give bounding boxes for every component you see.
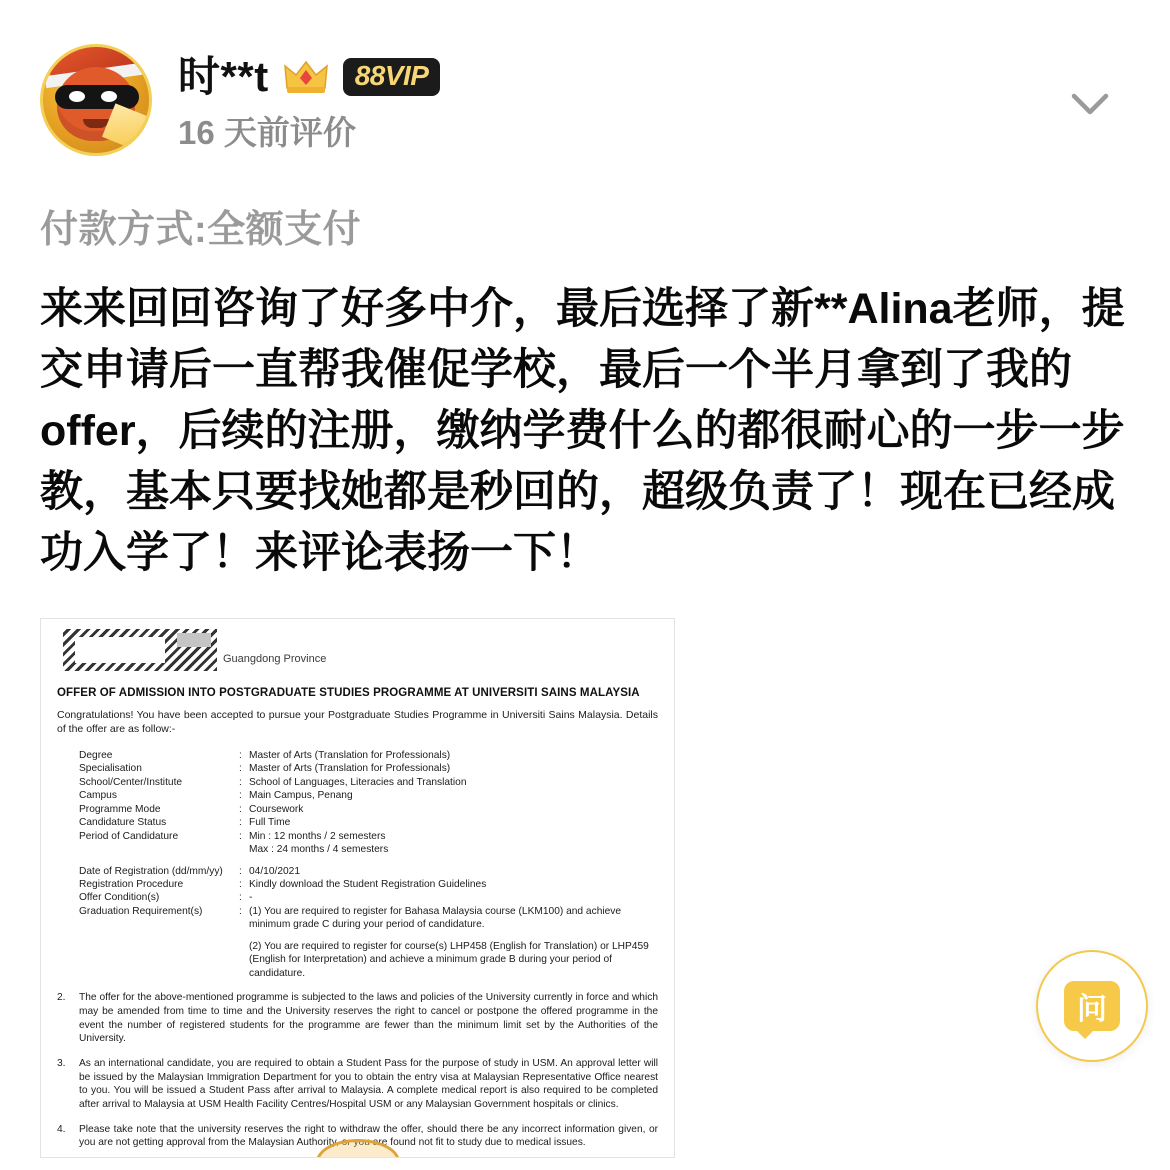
field-key: Degree: [79, 749, 113, 761]
table-row: [79, 878, 658, 891]
table-row: [79, 830, 658, 843]
avatar-eye-left: [69, 91, 85, 102]
field-separator: :: [239, 763, 242, 775]
table-row: [79, 762, 658, 775]
avatar-eye-right: [101, 91, 117, 102]
status-badge: 88VIP: [343, 58, 441, 95]
table-row: [79, 865, 658, 878]
document-fields-table: [79, 749, 658, 980]
avatar-mask: [55, 85, 139, 109]
review-header: [40, 44, 1130, 156]
table-row: [79, 803, 658, 816]
document-province: Guangdong Province: [223, 653, 327, 666]
field-value: Coursework: [249, 803, 304, 815]
logo-pink-block: [177, 633, 211, 647]
name-row: [178, 53, 440, 100]
table-row: [79, 891, 658, 904]
field-key: Period of Candidature: [79, 830, 179, 842]
field-key: Specialisation: [79, 763, 142, 775]
clause-number: 2.: [57, 992, 66, 1004]
field-separator: [239, 940, 249, 980]
field-separator: :: [239, 790, 242, 802]
payment-method-label: 付款方式:全额支付: [40, 209, 362, 251]
field-key: Graduation Requirement(s): [79, 905, 203, 917]
chevron-down-icon[interactable]: [1064, 78, 1116, 130]
field-key: Registration Procedure: [79, 879, 184, 891]
field-value: Full Time: [249, 817, 291, 829]
field-separator: :: [239, 905, 242, 917]
username: 时**t: [178, 53, 269, 100]
field-value: Min : 12 months / 2 semesters: [249, 830, 386, 842]
field-value: Kindly download the Student Registration Guidelines: [249, 879, 487, 891]
field-key: Offer Condition(s): [79, 892, 160, 904]
document-clause: [57, 1057, 658, 1112]
logo-white-block: [75, 637, 165, 663]
table-row: [79, 905, 658, 932]
document-header: [57, 629, 658, 675]
table-row: [79, 843, 658, 856]
help-floating-button[interactable]: [1036, 950, 1148, 1062]
clause-number: 4.: [57, 1123, 66, 1135]
field-separator: :: [239, 776, 242, 788]
document-logo-icon: [57, 629, 217, 671]
field-separator: :: [239, 830, 242, 842]
field-value: Max : 24 months / 4 semesters: [249, 844, 389, 856]
field-key: Programme Mode: [79, 803, 161, 815]
field-key: Candidature Status: [79, 817, 167, 829]
table-row: [79, 776, 658, 789]
field-key: Campus: [79, 790, 117, 802]
question-bubble-icon: 问: [1064, 981, 1120, 1031]
field-key: Date of Registration (dd/mm/yy): [79, 865, 223, 877]
field-separator: :: [239, 817, 242, 829]
review-text: 来来回回咨询了好多中介，最后选择了新**Alina老师，提交申请后一直帮我催促学校，最后一个半月拿到了我的offer，后续的注册，缴纳学费什么的都很耐心的一步一步教，基本只要找她都是秒回的，超级负责了！现在已经成功入学了！来评论表扬一下！: [40, 285, 1125, 578]
table-row: [79, 749, 658, 762]
clause-text: The offer for the above-mentioned programme is subjected to the laws and policies of the University currently in force and which may be amended from time to time and the University reserves the right to cancel or postpone the offered programme in the event the number of registered students for the programme are fewer than the minimum limit set by the Authorities of the University.: [79, 992, 658, 1045]
clause-number: 3.: [57, 1057, 66, 1069]
graduation-note: (2) You are required to register for course(s) LHP458 (English for Translation) or LHP459 (English for Interpretation) and achieve a minimum grade B during your period of candidature.: [249, 940, 649, 979]
document-title: OFFER OF ADMISSION INTO POSTGRADUATE STUDIES PROGRAMME AT UNIVERSITI SAINS MALAYSIA: [57, 687, 640, 700]
header-text-block: [178, 44, 440, 149]
field-value: Master of Arts (Translation for Professionals): [249, 763, 451, 775]
field-key: School/Center/Institute: [79, 776, 183, 788]
table-row: [79, 940, 658, 980]
field-separator: :: [239, 749, 242, 761]
document-clause: [57, 991, 658, 1046]
field-value: 04/10/2021: [249, 865, 300, 877]
field-value: (1) You are required to register for Bahasa Malaysia course (LKM100) and achieve minimum grade C during your period of candidature.: [249, 905, 622, 931]
table-row: [79, 816, 658, 829]
spacer: [79, 932, 658, 940]
field-key: [79, 843, 239, 856]
field-value: -: [249, 892, 253, 904]
field-separator: [239, 843, 249, 856]
field-separator: :: [239, 865, 242, 877]
field-value: Main Campus, Penang: [249, 790, 353, 802]
field-value: School of Languages, Literacies and Translation: [249, 776, 467, 788]
crown-icon: [283, 58, 329, 96]
field-value: Master of Arts (Translation for Professionals): [249, 749, 451, 761]
table-row: [79, 789, 658, 802]
spacer: [79, 857, 658, 865]
field-key-empty: [79, 940, 239, 980]
review-timestamp: 16 天前评价: [178, 114, 356, 151]
field-separator: :: [239, 803, 242, 815]
field-separator: :: [239, 892, 242, 904]
document-intro: Congratulations! You have been accepted to pursue your Postgraduate Studies Programme in Universiti Sains Malaysia. Details of the offer are as follow:-: [57, 709, 658, 736]
field-separator: :: [239, 879, 242, 891]
clause-text: Please take note that the university reserves the right to withdraw the offer, should there be any incorrect information given, or you are not getting approval from the Malaysian Authority, or you are found not fit to study due to medical issues.: [79, 1123, 658, 1149]
clause-text: As an international candidate, you are required to obtain a Student Pass for the purpose of study in USM. An approval letter will be issued by the Malaysian Immigration Department for you to obtain the entry visa at Malaysian Representative Office nearest to you. You will be issued a Student Pass after arrival to Malaysia. A complete medical report is also required to be completed after arrival to Malaysia at USM Health Facility Centres/Hospital USM or any Malaysian Government hospitals or clinics.: [79, 1057, 658, 1110]
avatar[interactable]: [40, 44, 152, 156]
attached-document-image[interactable]: [40, 618, 675, 1158]
